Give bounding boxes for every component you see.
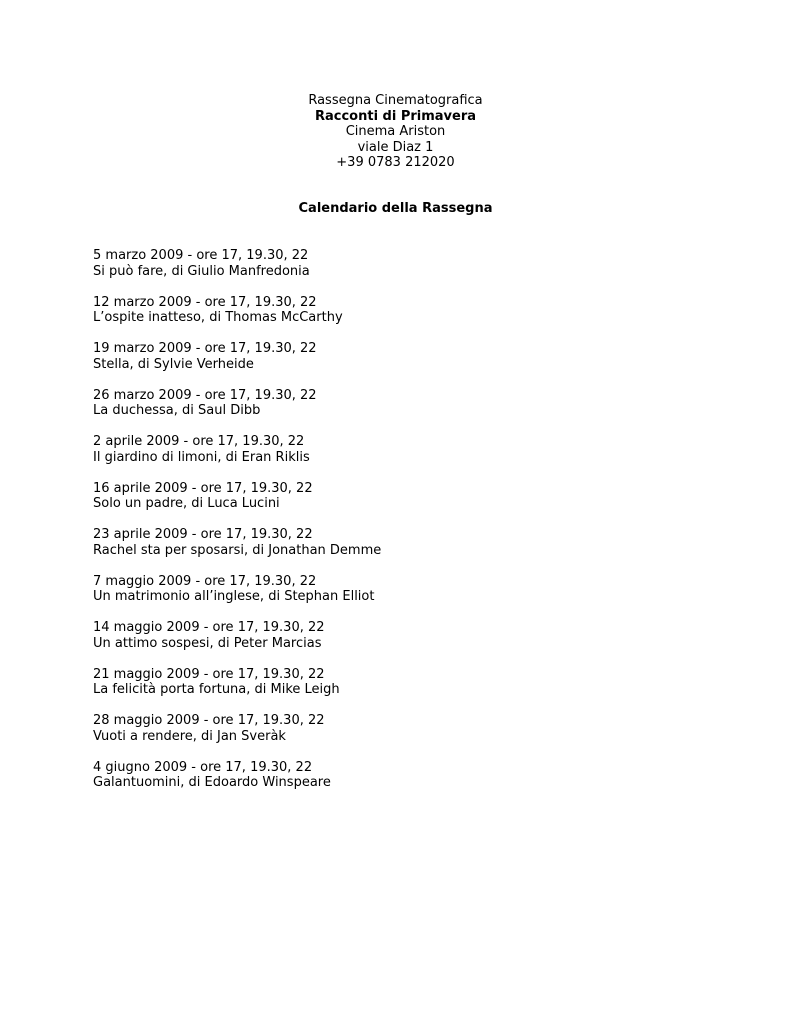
venue-phone: +39 0783 212020 (336, 155, 455, 170)
header-subtitle: Rassegna Cinematografica (308, 93, 483, 108)
entry-film: Galantuomini, di Edoardo Winspeare (93, 775, 331, 790)
list-item (93, 760, 693, 807)
entry-film: L’ospite inatteso, di Thomas McCarthy (93, 310, 343, 325)
list-item (93, 713, 693, 760)
list-item (93, 388, 693, 435)
entry-film: Rachel sta per sposarsi, di Jonathan Demme (93, 542, 382, 558)
schedule-list (93, 248, 693, 806)
entry-date: 12 marzo 2009 - ore 17, 19.30, 22 (93, 294, 317, 310)
calendar-title: Calendario della Rassegna (298, 201, 493, 216)
entry-film: Stella, di Sylvie Verheide (93, 356, 254, 372)
entry-date: 14 maggio 2009 - ore 17, 19.30, 22 (93, 620, 325, 635)
venue-address: viale Diaz 1 (357, 139, 434, 155)
entry-date: 28 maggio 2009 - ore 17, 19.30, 22 (93, 713, 325, 728)
list-item (93, 248, 693, 295)
list-item (93, 574, 693, 621)
list-item (93, 434, 693, 481)
entry-date: 2 aprile 2009 - ore 17, 19.30, 22 (93, 434, 305, 449)
entry-date: 19 marzo 2009 - ore 17, 19.30, 22 (93, 341, 317, 356)
entry-date: 26 marzo 2009 - ore 17, 19.30, 22 (93, 387, 317, 403)
list-item (93, 295, 693, 342)
document-header (0, 93, 791, 171)
entry-film: La duchessa, di Saul Dibb (93, 403, 261, 418)
entry-film: Il giardino di limoni, di Eran Riklis (93, 449, 310, 465)
entry-date: 21 maggio 2009 - ore 17, 19.30, 22 (93, 666, 325, 682)
entry-film: Un matrimonio all’inglese, di Stephan Elliot (93, 589, 375, 604)
list-item (93, 667, 693, 714)
entry-film: Solo un padre, di Luca Lucini (93, 496, 280, 511)
list-item (93, 527, 693, 574)
entry-date: 5 marzo 2009 - ore 17, 19.30, 22 (93, 248, 309, 263)
entry-film: Vuoti a rendere, di Jan Sveràk (93, 728, 286, 744)
list-item (93, 481, 693, 528)
entry-film: Si può fare, di Giulio Manfredonia (93, 263, 310, 279)
entry-film: La felicità porta fortuna, di Mike Leigh (93, 682, 340, 697)
entry-date: 4 giugno 2009 - ore 17, 19.30, 22 (93, 759, 313, 775)
list-item (93, 620, 693, 667)
entry-date: 7 maggio 2009 - ore 17, 19.30, 22 (93, 573, 317, 589)
list-item (93, 341, 693, 388)
entry-film: Un attimo sospesi, di Peter Marcias (93, 635, 322, 651)
entry-date: 23 aprile 2009 - ore 17, 19.30, 22 (93, 527, 313, 542)
event-title: Racconti di Primavera (314, 108, 477, 124)
entry-date: 16 aprile 2009 - ore 17, 19.30, 22 (93, 480, 313, 496)
venue-name: Cinema Ariston (345, 124, 446, 139)
